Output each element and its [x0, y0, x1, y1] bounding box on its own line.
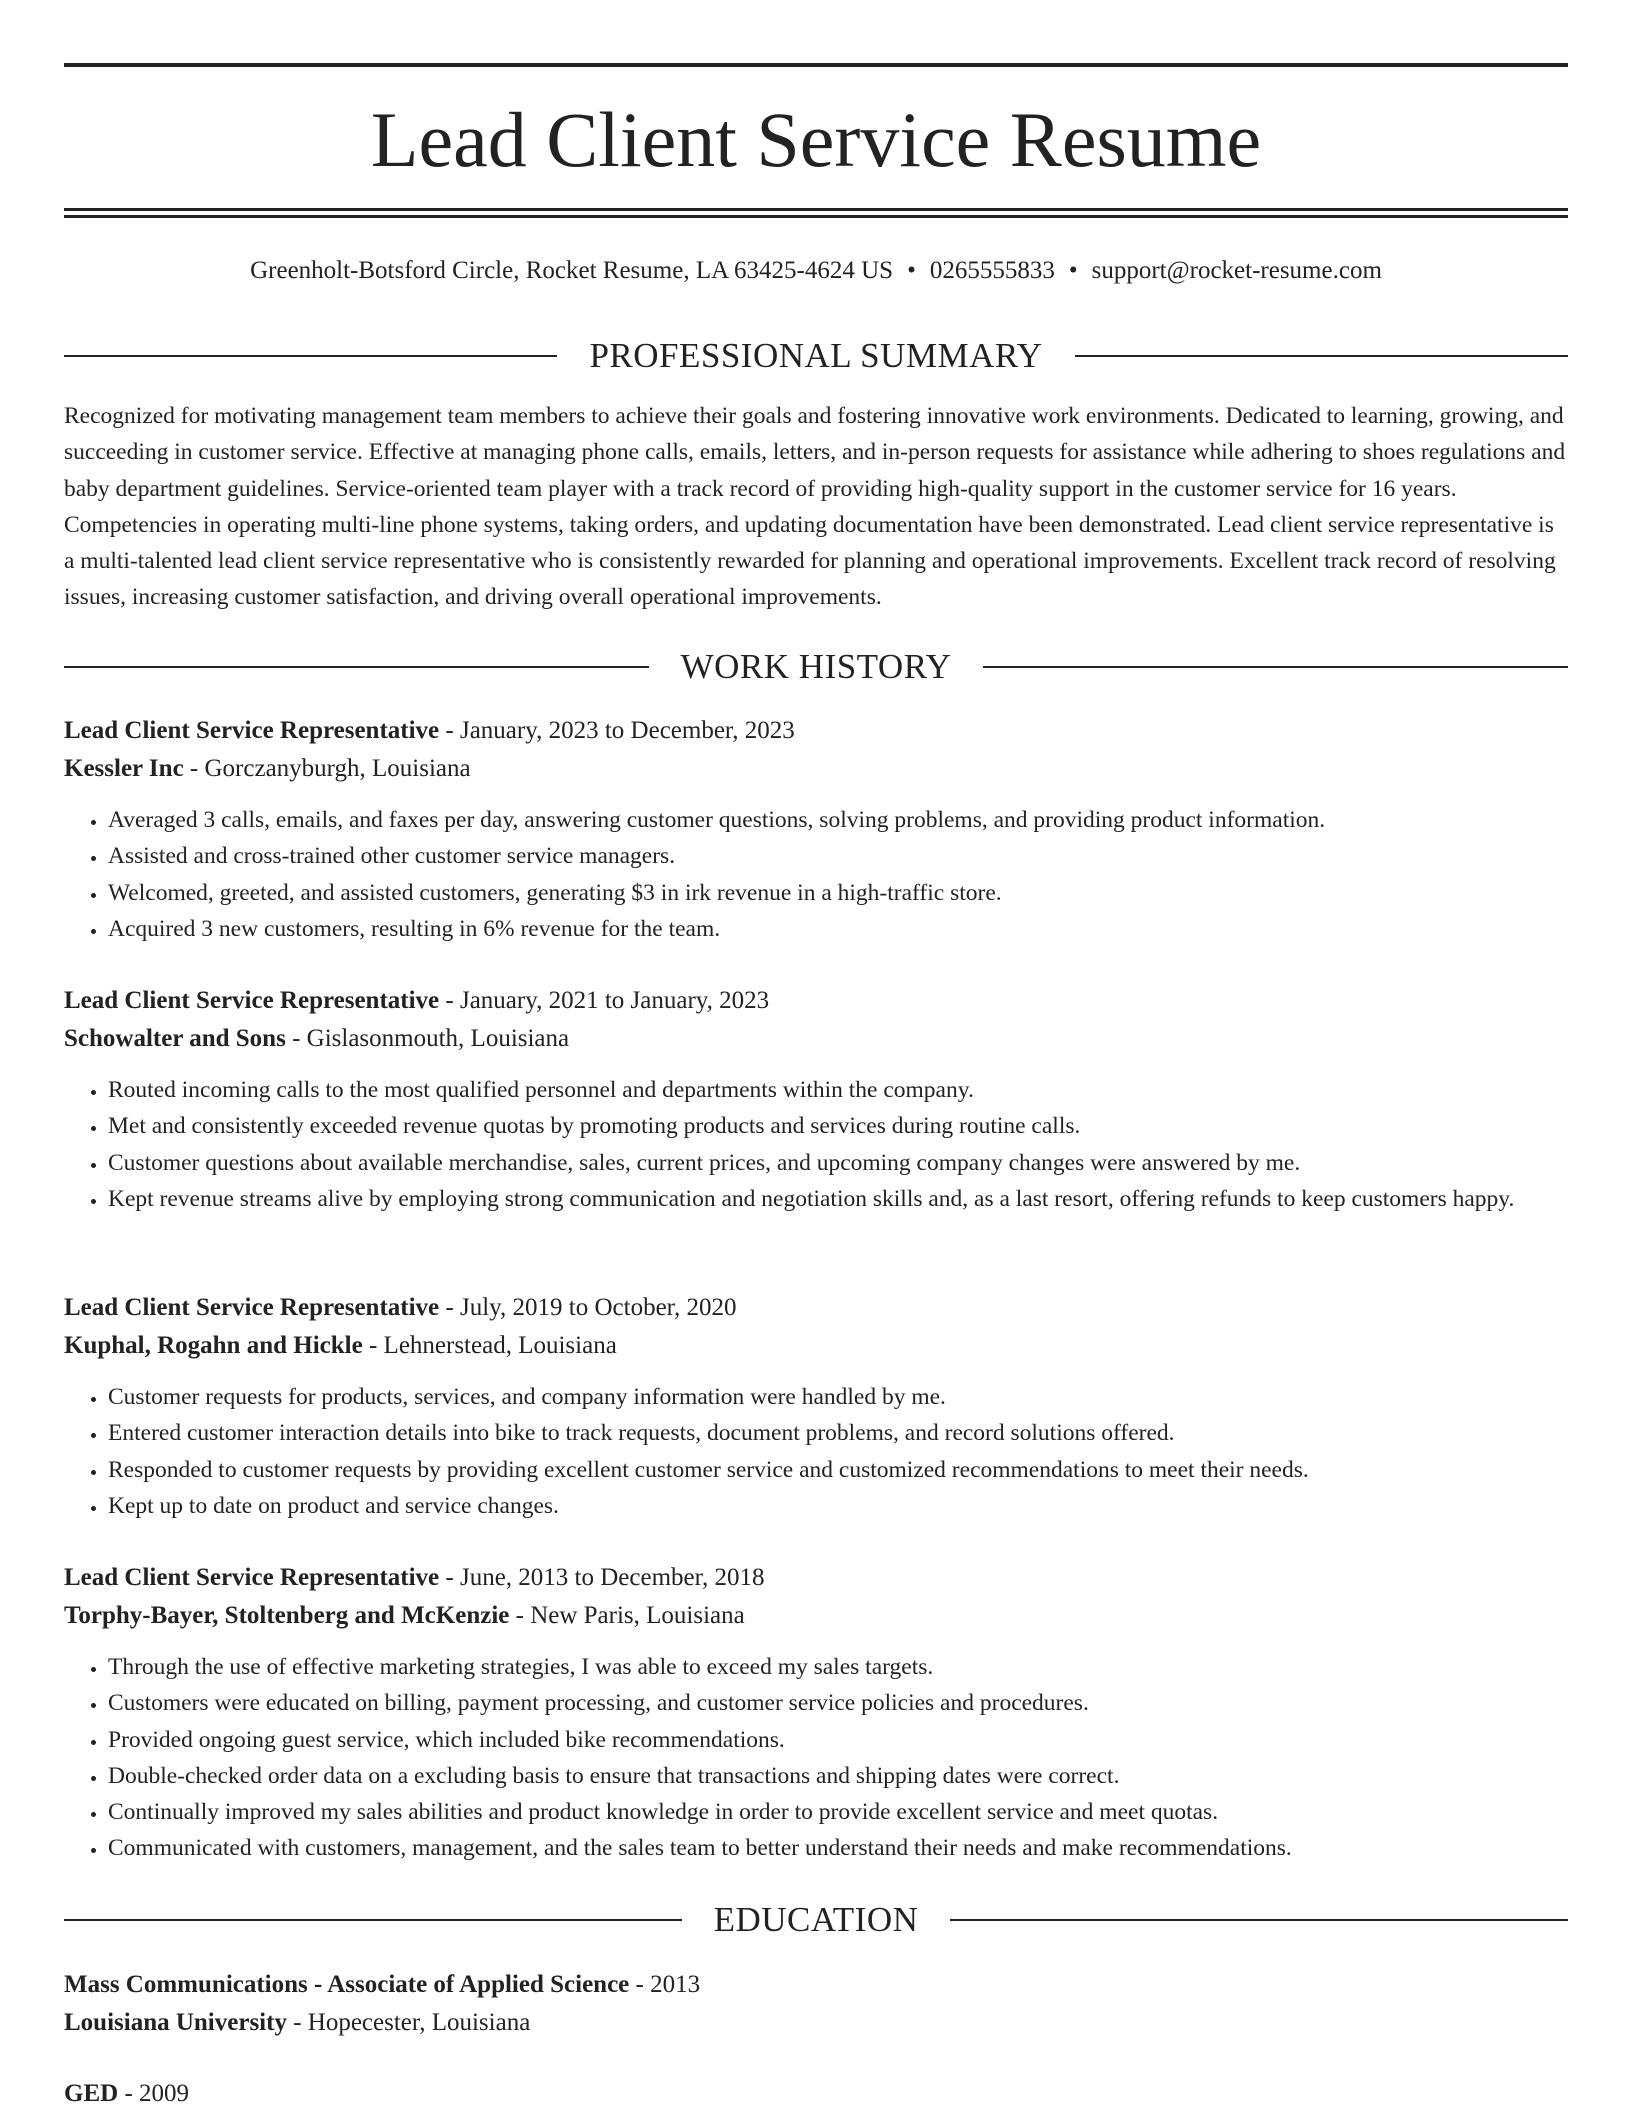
- job-location: - Gorczanyburgh, Louisiana: [183, 755, 471, 782]
- contact-email: support@rocket-resume.com: [1091, 257, 1382, 284]
- work-section-heading: [64, 647, 1568, 687]
- list-item: • Customer questions about available merchandise, sales, current prices, and upcoming company changes were answered by me.: [108, 1145, 1568, 1181]
- list-item: • Double-checked order data on a excluding basis to ensure that transactions and shipping dates were correct.: [108, 1758, 1568, 1794]
- job-location: - Lehnerstead, Louisiana: [362, 1332, 617, 1359]
- job-company: Schowalter and Sons: [64, 1025, 286, 1052]
- education-year: - 2009: [118, 2080, 190, 2107]
- list-item: • Responded to customer requests by providing excellent customer service and customized recommendations to meet their needs.: [108, 1452, 1568, 1488]
- education-degree-line: [64, 1966, 1568, 2004]
- education-entry: [64, 1966, 1568, 2042]
- job-bullets: [64, 1649, 1568, 1867]
- job-title: Lead Client Service Representative: [64, 1564, 440, 1591]
- heading-rule-left: [64, 355, 557, 357]
- contact-phone: 0265555833: [929, 257, 1055, 284]
- education-degree-line: [64, 2075, 1568, 2113]
- job-bullets: [64, 802, 1568, 947]
- job-company-line: [64, 1020, 1568, 1058]
- list-item: • Acquired 3 new customers, resulting in 6% revenue for the team.: [108, 911, 1568, 947]
- page-title: Lead Client Service Resume: [370, 96, 1262, 183]
- education-school-line: [64, 2004, 1568, 2042]
- heading-rule-right: [950, 1919, 1568, 1921]
- work-heading-label: WORK HISTORY: [680, 647, 952, 686]
- job-company-line: [64, 750, 1568, 788]
- education-year: - 2013: [629, 1971, 701, 1998]
- heading-rule-right: [1075, 355, 1568, 357]
- heading-rule-left: [64, 1919, 682, 1921]
- heading-rule-right: [983, 666, 1568, 668]
- job-title-line: [64, 1559, 1568, 1597]
- job-title-line: [64, 982, 1568, 1020]
- list-item: • Kept revenue streams alive by employing strong communication and negotiation skills and, as a last resort, offering refunds to keep customers happy.: [108, 1181, 1568, 1217]
- job-dates: - July, 2019 to October, 2020: [439, 1294, 737, 1321]
- job-entry: [64, 982, 1568, 1217]
- job-dates: - January, 2021 to January, 2023: [439, 987, 770, 1014]
- job-title: Lead Client Service Representative: [64, 987, 440, 1014]
- contact-separator: •: [1068, 257, 1078, 284]
- list-item: • Communicated with customers, management, and the sales team to better understand their needs and make recommendations.: [108, 1830, 1568, 1866]
- summary-section-heading: [64, 336, 1568, 376]
- top-rule: [64, 63, 1568, 67]
- heading-rule-left: [64, 666, 649, 668]
- job-dates: - June, 2013 to December, 2018: [439, 1564, 765, 1591]
- list-item: • Assisted and cross-trained other customer service managers.: [108, 838, 1568, 874]
- education-heading-label: EDUCATION: [713, 1900, 919, 1939]
- summary-text: Recognized for motivating management team members to achieve their goals and fostering innovative work environments. Dedicated to learning, growing, and succeeding in customer service. Effective at managing phone calls, emails, letters, and in-person requests for assistance while adhering to shoes regulations and baby department guidelines. Service-oriented team player with a track record of providing high-quality support in the customer service for 16 years. Competencies in operating multi-line phone systems, taking orders, and updating documentation have been demonstrated. Lead client service representative is a multi-talented lead client service representative who is consistently rewarded for planning and operational improvements. Excellent track record of resolving issues, increasing customer satisfaction, and driving overall operational improvements.: [64, 403, 1566, 611]
- job-location: - New Paris, Louisiana: [509, 1602, 745, 1629]
- contact-line: [64, 254, 1568, 288]
- job-title: Lead Client Service Representative: [64, 1294, 440, 1321]
- job-company-line: [64, 1327, 1568, 1365]
- list-item: • Customer requests for products, services, and company information were handled by me.: [108, 1379, 1568, 1415]
- list-item: • Provided ongoing guest service, which included bike recommendations.: [108, 1722, 1568, 1758]
- list-item: • Continually improved my sales abilities and product knowledge in order to provide excellent service and meet quotas.: [108, 1794, 1568, 1830]
- list-item: • Routed incoming calls to the most qualified personnel and departments within the company.: [108, 1072, 1568, 1108]
- double-rule: [64, 208, 1568, 218]
- job-bullets: [64, 1379, 1568, 1524]
- contact-separator: •: [907, 257, 916, 284]
- education-degree: GED: [64, 2080, 119, 2107]
- education-section-heading: [64, 1900, 1568, 1940]
- education-entry: [64, 2075, 1568, 2113]
- list-item: • Kept up to date on product and service changes.: [108, 1488, 1568, 1524]
- education-location: - Hopecester, Louisiana: [286, 2009, 531, 2036]
- contact-address: Greenholt-Botsford Circle, Rocket Resume, LA 63425-4624 US: [250, 257, 894, 284]
- job-entry: [64, 1559, 1568, 1867]
- job-entry: [64, 712, 1568, 947]
- job-title-line: [64, 712, 1568, 750]
- summary-block: [64, 398, 1568, 616]
- education-school: Louisiana University: [64, 2009, 287, 2036]
- list-item: • Through the use of effective marketing strategies, I was able to exceed my sales targets.: [108, 1649, 1568, 1685]
- list-item: • Met and consistently exceeded revenue quotas by promoting products and services during routine calls.: [108, 1108, 1568, 1144]
- job-title: Lead Client Service Representative: [64, 717, 440, 744]
- job-company: Kuphal, Rogahn and Hickle: [64, 1332, 363, 1359]
- education-degree: Mass Communications - Associate of Applied Science: [64, 1971, 630, 1998]
- job-title-line: [64, 1289, 1568, 1327]
- job-dates: - January, 2023 to December, 2023: [439, 717, 795, 744]
- job-company-line: [64, 1597, 1568, 1635]
- list-item: • Welcomed, greeted, and assisted customers, generating $3 in irk revenue in a high-traffic store.: [108, 875, 1568, 911]
- job-entry: [64, 1289, 1568, 1524]
- job-company: Torphy-Bayer, Stoltenberg and McKenzie: [64, 1602, 510, 1629]
- summary-heading-label: PROFESSIONAL SUMMARY: [589, 336, 1043, 375]
- job-bullets: [64, 1072, 1568, 1217]
- list-item: • Customers were educated on billing, payment processing, and customer service policies and procedures.: [108, 1685, 1568, 1721]
- job-location: - Gislasonmouth, Louisiana: [285, 1025, 570, 1052]
- job-company: Kessler Inc: [64, 755, 184, 782]
- list-item: • Averaged 3 calls, emails, and faxes per day, answering customer questions, solving problems, and providing product information.: [108, 802, 1568, 838]
- list-item: • Entered customer interaction details into bike to track requests, document problems, and record solutions offered.: [108, 1415, 1568, 1451]
